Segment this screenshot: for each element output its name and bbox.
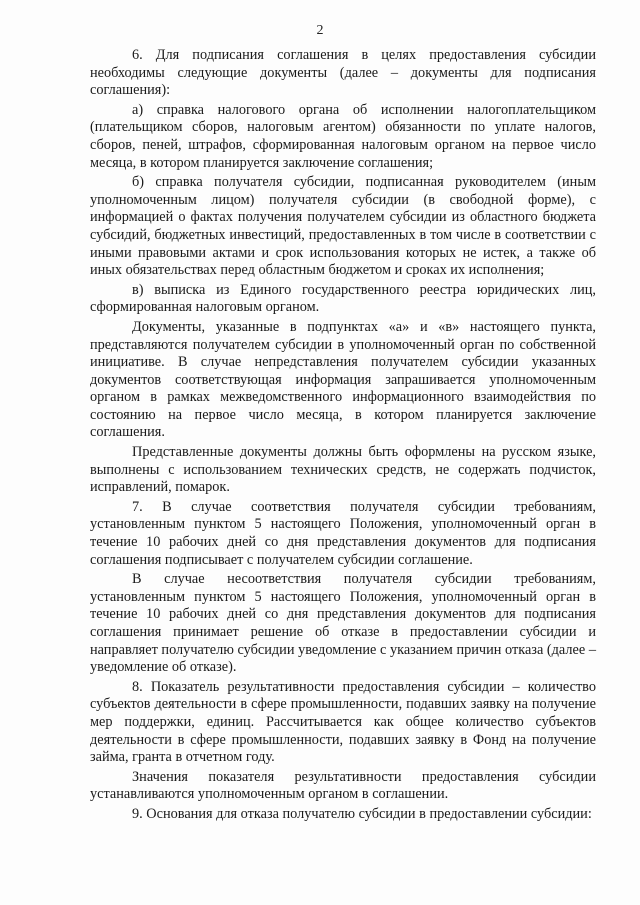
paragraph-6: 6. Для подписания соглашения в целях предоставления субсидии необходимы следующие документы (далее – документы для подписания соглашения):	[90, 47, 596, 99]
paragraph-7-refusal: В случае несоответствия получателя субсидии требованиям, установленным пунктом 5 настоящего Положения, уполномоченный орган в течение 10 рабочих дней со дня представления документов для подписания соглашения принимает решение об отказе в предоставлении субсидии и направляет получателю субсидии уведомление с указанием причин отказа (далее – уведомление об отказе).	[90, 571, 596, 676]
paragraph-6v: в) выписка из Единого государственного реестра юридических лиц, сформированная налоговым органом.	[90, 281, 596, 316]
paragraph-6b: б) справка получателя субсидии, подписанная руководителем (иным уполномоченным лицом) получателя субсидии (в свободной форме), с информацией о фактах получения получателем субсидии из областного бюджета субсидий, бюджетных инвестиций, предоставленных в том числе в соответствии с иными правовыми актами и срок использования которых не истек, а также об иных обязательствах перед областным бюджетом и сроках их исполнения;	[90, 174, 596, 279]
paragraph-6a: а) справка налогового органа об исполнении налогоплательщиком (плательщиком сборов, налоговым агентом) обязанности по уплате налогов, сборов, пеней, штрафов, сформированная налоговым органом на первое число месяца, в котором планируется заключение соглашения;	[90, 101, 596, 171]
paragraph-8-values: Значения показателя результативности предоставления субсидии устанавливаются уполномоченным органом в соглашении.	[90, 768, 596, 803]
paragraph-8: 8. Показатель результативности предоставления субсидии – количество субъектов деятельности в сфере промышленности, подавших заявку на получение мер поддержки, единиц. Рассчитывается как общее количество субъектов деятельности в сфере промышленности, подавших заявку в Фонд на получение займа, гранта в отчетном году.	[90, 678, 596, 766]
paragraph-documents-format: Представленные документы должны быть оформлены на русском языке, выполнены с использованием технических средств, не содержать подчисток, исправлений, помарок.	[90, 444, 596, 496]
paragraph-documents-note: Документы, указанные в подпунктах «а» и «в» настоящего пункта, представляются получателем субсидии в уполномоченный орган по собственной инициативе. В случае непредставления получателем субсидии указанных документов соответствующая информация запрашивается уполномоченным органом в рамках межведомственного информационного взаимодействия по состоянию на первое число месяца, в котором планируется заключение соглашения.	[90, 318, 596, 441]
paragraph-7: 7. В случае соответствия получателя субсидии требованиям, установленным пунктом 5 настоящего Положения, уполномоченный орган в течение 10 рабочих дней со дня представления документов для подписания соглашения подписывает с получателем субсидии соглашение.	[90, 498, 596, 568]
document-body	[90, 47, 596, 824]
page-number: 2	[316, 23, 324, 38]
paragraph-9: 9. Основания для отказа получателю субсидии в предоставлении субсидии:	[132, 805, 592, 822]
